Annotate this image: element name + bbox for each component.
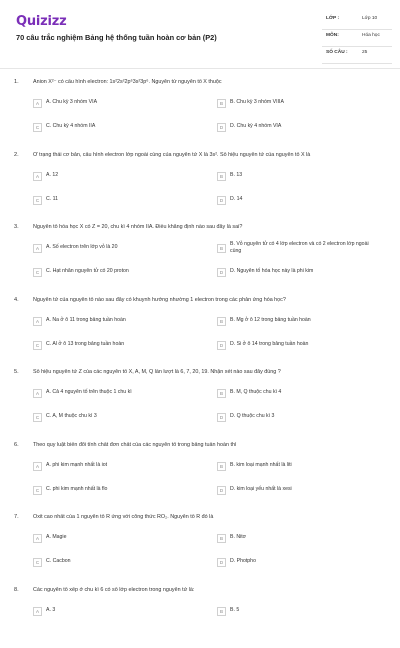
question-text: Theo quy luật biến đổi tính chất đơn chất của các nguyên tố trong bảng tuần hoàn thì (33, 442, 388, 450)
option-letter-box: A (33, 317, 42, 326)
option-text: B. Mg ở ô 12 trong bảng tuần hoàn (230, 317, 380, 324)
option-letter-box: B (217, 244, 226, 253)
option-letter-box: D (217, 341, 226, 350)
option-text: A. Số electron trên lớp vỏ là 20 (46, 244, 196, 251)
option-text: C. Hạt nhân nguyên tử có 20 proton (46, 268, 196, 275)
option-letter-box: D (217, 486, 226, 495)
option-letter-box: C (33, 486, 42, 495)
option-letter-box: C (33, 341, 42, 350)
option-letter-box: A (33, 534, 42, 543)
option-letter-box: C (33, 123, 42, 132)
question-text: Anion X²⁻ có cấu hình electron: 1s²2s²2p⁶3s²3p⁶. Nguyên tử nguyên tố X thuộc (33, 79, 388, 87)
question-number: 5. (14, 369, 19, 375)
option-letter-box: A (33, 462, 42, 471)
option-text: A. 12 (46, 172, 196, 179)
question-number: 6. (14, 442, 19, 448)
option-letter-box: B (217, 534, 226, 543)
option-letter-box: B (217, 317, 226, 326)
worksheet-header (0, 0, 400, 69)
question-item (0, 503, 400, 576)
question-text: Ở trạng thái cơ bản, cấu hình electron lớp ngoài cùng của nguyên tử X là 3s². Số hiệu nguyên tử của nguyên tố X là (33, 152, 388, 160)
question-number: 1. (14, 79, 19, 85)
option-letter-box: A (33, 172, 42, 181)
option-text: C. phi kim mạnh nhất là flo (46, 486, 196, 493)
option-letter-box: B (217, 607, 226, 616)
question-number: 2. (14, 152, 19, 158)
divider (322, 63, 392, 64)
option-text: D. Q thuộc chu kì 3 (230, 413, 380, 420)
option-letter-box: A (33, 99, 42, 108)
question-text: Số hiệu nguyên tử Z của các nguyên tố X, A, M, Q lần lượt là 6, 7, 20, 19. Nhận xét nào sau đây đúng ? (33, 369, 388, 377)
option-text: A. 3 (46, 607, 196, 614)
option-text: A. Magie (46, 534, 196, 541)
question-item (0, 358, 400, 431)
question-list (0, 68, 400, 648)
option-text: C. Chu kỳ 4 nhóm IIA (46, 123, 196, 130)
option-letter-box: A (33, 607, 42, 616)
option-text: B. M, Q thuộc chu kì 4 (230, 389, 380, 396)
meta-value: Hóa học (362, 33, 380, 38)
option-letter-box: A (33, 389, 42, 398)
option-letter-box: A (33, 244, 42, 253)
question-item (0, 213, 400, 286)
option-letter-box: B (217, 99, 226, 108)
option-letter-box: C (33, 268, 42, 277)
option-letter-box: C (33, 413, 42, 422)
option-text: C. A, M thuộc chu kì 3 (46, 413, 196, 420)
worksheet-meta (322, 13, 392, 64)
question-item (0, 431, 400, 504)
option-text: C. Cacbon (46, 558, 196, 565)
option-letter-box: D (217, 123, 226, 132)
option-letter-box: D (217, 413, 226, 422)
option-text: B. 13 (230, 172, 380, 179)
question-text: Các nguyên tố xếp ở chu kì 6 có số lớp electron trong nguyên tử là: (33, 587, 388, 595)
option-text: D. 14 (230, 196, 380, 203)
option-letter-box: D (217, 558, 226, 567)
meta-value: Lớp 10 (362, 16, 377, 21)
option-text: A. phi kim mạnh nhất là iot (46, 462, 196, 469)
option-text: B. Chu kỳ 3 nhóm VIIIA (230, 99, 380, 106)
question-number: 8. (14, 587, 19, 593)
option-letter-box: C (33, 196, 42, 205)
question-text: Nguyên tố hóa học X có Z = 20, chu kì 4 nhóm IIA. Điều khẳng định nào sau đây là sai? (33, 224, 388, 232)
option-text: D. Si ở ô 14 trong bảng tuần hoàn (230, 341, 380, 348)
meta-row-class (322, 13, 392, 30)
option-text: D. Photpho (230, 558, 380, 565)
question-item (0, 68, 400, 141)
option-text: D. Chu kỳ 4 nhóm VIA (230, 123, 380, 130)
question-text: Nguyên tử của nguyên tố nào sau đây có khuynh hướng nhường 1 electron trong các phản ứng hóa học? (33, 297, 388, 305)
worksheet-title: 70 câu trắc nghiệm Bảng hệ thống tuần hoàn cơ bản (P2) (16, 33, 217, 42)
question-number: 4. (14, 297, 19, 303)
option-text: B. Nitơ (230, 534, 380, 541)
option-letter-box: C (33, 558, 42, 567)
question-number: 3. (14, 224, 19, 230)
option-text: C. 11 (46, 196, 196, 203)
question-item (0, 141, 400, 214)
option-letter-box: B (217, 462, 226, 471)
option-text: A. Chu kỳ 3 nhóm VIA (46, 99, 196, 106)
option-text: B. Vỏ nguyên tử có 4 lớp electron và có 2 electron lớp ngoài cùng (230, 241, 380, 255)
meta-key: SỐ CÂU : (326, 50, 348, 55)
option-letter-box: D (217, 268, 226, 277)
question-item (0, 286, 400, 359)
quizizz-logo: Quizizz (16, 14, 67, 29)
option-text: D. Nguyên tố hóa học này là phi kim (230, 268, 380, 275)
meta-key: MÔN: (326, 33, 339, 38)
option-letter-box: B (217, 389, 226, 398)
option-text: A. Na ở ô 11 trong bảng tuần hoàn (46, 317, 196, 324)
option-text: B. 5 (230, 607, 380, 614)
meta-value: 25 (362, 50, 367, 55)
meta-key: LỚP : (326, 16, 339, 21)
question-text: Oxit cao nhất của 1 nguyên tố R ứng với công thức RO₂. Nguyên tố R đó là (33, 514, 388, 522)
question-number: 7. (14, 514, 19, 520)
option-text: B. kim loại mạnh nhất là liti (230, 462, 380, 469)
meta-row-subject (322, 30, 392, 47)
option-text: C. Al ở ô 13 trong bảng tuần hoàn (46, 341, 196, 348)
option-letter-box: B (217, 172, 226, 181)
meta-row-count (322, 47, 392, 64)
option-text: A. Cả 4 nguyên tố trên thuộc 1 chu kì (46, 389, 196, 396)
option-text: D. kim loại yếu nhất là xesi (230, 486, 380, 493)
question-item (0, 576, 400, 648)
option-letter-box: D (217, 196, 226, 205)
